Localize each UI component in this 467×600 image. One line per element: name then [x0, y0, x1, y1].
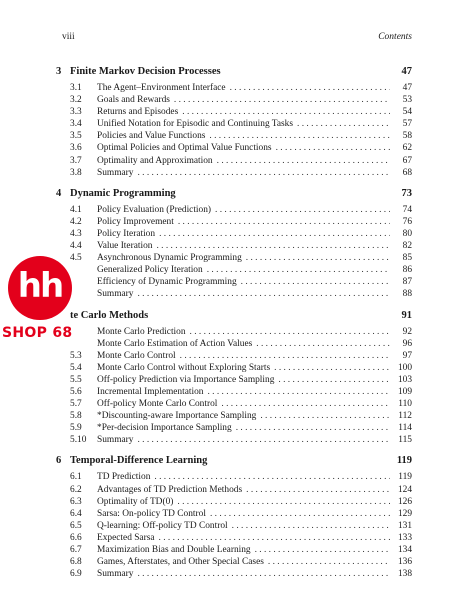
section-number: 3.7 [70, 155, 82, 166]
chapter-number: 4 [56, 187, 62, 199]
section-number: 6.2 [70, 484, 82, 495]
toc-entry[interactable] [56, 240, 412, 252]
section-page: 112 [398, 411, 412, 422]
section-title: Policy Iteration [97, 228, 156, 239]
toc-entry[interactable] [56, 350, 412, 362]
section-number: 5.3 [70, 350, 82, 361]
dot-leader [232, 520, 390, 532]
section-title: Expected Sarsa [97, 532, 155, 543]
section-page: 115 [398, 435, 412, 446]
section-number: 3.6 [70, 143, 82, 154]
section-title: Goals and Rewards [97, 95, 170, 106]
table-of-contents [56, 66, 412, 589]
toc-entry[interactable] [56, 398, 412, 410]
section-title: Monte Carlo Control without Exploring Starts [97, 362, 271, 373]
dot-leader [156, 240, 390, 252]
section-title: Optimality of TD(0) [97, 496, 174, 507]
chapter-block [56, 66, 412, 179]
section-title: Summary [97, 167, 134, 178]
section-page: 80 [402, 228, 412, 239]
dot-leader [241, 276, 390, 288]
toc-entry[interactable] [56, 532, 412, 544]
section-number: 5.5 [70, 374, 82, 385]
toc-entry[interactable] [56, 410, 412, 422]
chapter-heading[interactable] [56, 188, 412, 201]
toc-entry[interactable] [56, 520, 412, 532]
section-page: 54 [402, 107, 412, 118]
toc-entry[interactable] [56, 82, 412, 94]
watermark-logo [2, 256, 80, 346]
section-page: 86 [402, 265, 412, 276]
section-page: 103 [397, 374, 412, 385]
dot-leader [137, 288, 390, 300]
section-number: 6.8 [70, 557, 82, 568]
toc-entry[interactable] [56, 471, 412, 483]
dot-leader [182, 106, 390, 118]
section-page: 133 [397, 532, 412, 543]
section-number: 6.4 [70, 508, 82, 519]
section-page: 68 [402, 167, 412, 178]
section-page: 138 [397, 569, 412, 580]
dot-leader [236, 422, 390, 434]
chapter-block [56, 455, 412, 580]
section-page: 57 [402, 119, 412, 130]
toc-entry[interactable] [56, 544, 412, 556]
section-title: Unified Notation for Episodic and Continuing Tasks [97, 119, 294, 130]
section-page: 88 [402, 289, 412, 300]
chapter-heading[interactable] [56, 310, 412, 323]
dot-leader [246, 252, 390, 264]
section-number: 3.3 [70, 107, 82, 118]
dot-leader [230, 82, 390, 94]
section-title: The Agent–Environment Interface [97, 83, 226, 93]
toc-entry[interactable] [56, 94, 412, 106]
chapter-title: Dynamic Programming [70, 187, 176, 199]
section-page: 47 [402, 83, 412, 93]
section-page: 134 [397, 545, 412, 555]
section-title: Off-policy Monte Carlo Control [97, 399, 218, 410]
toc-entry[interactable] [56, 228, 412, 240]
dot-leader [137, 434, 390, 446]
section-title: Summary [97, 569, 134, 580]
chapter-block [56, 310, 412, 447]
toc-entry[interactable] [56, 276, 412, 288]
chapter-block [56, 188, 412, 301]
section-title: Off-policy Prediction via Importance Sampling [97, 374, 275, 385]
section-page: 62 [402, 143, 412, 154]
dot-leader [137, 167, 390, 179]
dot-leader [207, 386, 390, 398]
section-number: 5.6 [70, 386, 82, 397]
dot-leader [278, 374, 390, 386]
section-page: 92 [402, 326, 412, 337]
logo-text: hh [17, 266, 63, 306]
section-title: Policies and Value Functions [97, 131, 206, 142]
toc-entry[interactable] [56, 204, 412, 216]
dot-leader [159, 532, 390, 544]
toc-entry[interactable] [56, 484, 412, 496]
section-number: 6.9 [70, 569, 82, 580]
dot-leader [276, 142, 390, 154]
chapter-heading[interactable] [56, 66, 412, 79]
dot-leader [256, 338, 390, 350]
toc-entry[interactable] [56, 288, 412, 300]
section-page: 85 [402, 253, 412, 264]
chapter-title: Temporal-Difference Learning [70, 455, 208, 467]
section-title: Monte Carlo Control [97, 350, 176, 361]
section-number: 5.10 [70, 435, 87, 446]
dot-leader [297, 118, 390, 130]
section-number: 3.5 [70, 131, 82, 142]
dot-leader [207, 264, 390, 276]
section-number: 6.7 [70, 545, 82, 555]
section-page: 82 [402, 241, 412, 252]
section-title: Asynchronous Dynamic Programming [97, 253, 242, 264]
toc-entry[interactable] [56, 568, 412, 580]
section-title: TD Prediction [97, 472, 151, 483]
toc-entry[interactable] [56, 508, 412, 520]
dot-leader [180, 350, 390, 362]
section-number: 3.1 [70, 83, 82, 93]
dot-leader [255, 544, 390, 556]
dot-leader [268, 556, 390, 568]
section-title: Monte Carlo Prediction [97, 326, 186, 337]
section-title: Efficiency of Dynamic Programming [97, 277, 237, 288]
section-title: Generalized Policy Iteration [97, 265, 203, 276]
toc-entry[interactable] [56, 362, 412, 374]
section-title: Q-learning: Off-policy TD Control [97, 520, 228, 531]
running-title: Contents [378, 32, 412, 42]
section-title: *Discounting-aware Importance Sampling [97, 411, 257, 422]
chapter-title: te Carlo Methods [70, 309, 149, 321]
toc-entry[interactable] [56, 216, 412, 228]
dot-leader [174, 94, 390, 106]
shop-text: SHOP 68 [2, 325, 73, 341]
section-page: 136 [397, 557, 412, 568]
section-title: Value Iteration [97, 241, 153, 252]
toc-entry[interactable] [56, 422, 412, 434]
section-number: 5.8 [70, 411, 82, 422]
section-page: 126 [397, 496, 412, 507]
dot-leader [177, 496, 390, 508]
chapter-page: 119 [396, 455, 412, 467]
toc-entry[interactable] [56, 374, 412, 386]
section-title: Optimal Policies and Optimal Value Functions [97, 143, 272, 154]
section-number: 6.6 [70, 532, 82, 543]
toc-entry[interactable] [56, 434, 412, 446]
chapter-number: 6 [56, 455, 62, 467]
section-number: 5.4 [70, 362, 82, 373]
toc-entry[interactable] [56, 118, 412, 130]
section-number: 3.4 [70, 119, 82, 130]
section-title: Returns and Episodes [97, 107, 179, 118]
toc-entry[interactable] [56, 155, 412, 167]
section-title: Optimality and Approximation [97, 155, 213, 166]
section-title: Maximization Bias and Double Learning [97, 545, 251, 555]
section-number: 4.2 [70, 216, 82, 227]
hh-logo-icon [8, 256, 72, 320]
section-title: Advantages of TD Prediction Methods [97, 484, 243, 495]
toc-entry[interactable] [56, 326, 412, 338]
page-number: viii [62, 32, 75, 42]
chapter-number: 3 [56, 66, 62, 77]
section-title: Policy Evaluation (Prediction) [97, 204, 212, 215]
dot-leader [159, 228, 390, 240]
dot-leader [274, 362, 390, 374]
section-page: 114 [398, 423, 412, 434]
toc-entry[interactable] [56, 142, 412, 154]
section-page: 97 [402, 350, 412, 361]
section-number: 4.4 [70, 241, 82, 252]
dot-leader [137, 568, 390, 580]
section-number: 6.3 [70, 496, 82, 507]
section-page: 131 [397, 520, 412, 531]
toc-entry[interactable] [56, 386, 412, 398]
toc-entry[interactable] [56, 338, 412, 350]
section-page: 124 [397, 484, 412, 495]
dot-leader [221, 398, 390, 410]
section-page: 76 [402, 216, 412, 227]
section-title: Summary [97, 289, 134, 300]
section-number: 6.1 [70, 472, 82, 483]
toc-entry[interactable] [56, 556, 412, 568]
section-number: 6.5 [70, 520, 82, 531]
dot-leader [154, 471, 390, 483]
section-number: 3.8 [70, 167, 82, 178]
section-title: *Per-decision Importance Sampling [97, 423, 232, 434]
section-number: 3.2 [70, 95, 82, 106]
dot-leader [178, 216, 390, 228]
chapter-heading[interactable] [56, 455, 412, 468]
section-number: 5.7 [70, 399, 82, 410]
section-page: 129 [397, 508, 412, 519]
toc-entry[interactable] [56, 106, 412, 118]
section-title: Summary [97, 435, 134, 446]
chapter-page: 91 [401, 309, 412, 321]
dot-leader [260, 410, 390, 422]
section-page: 100 [397, 362, 412, 373]
section-page: 74 [402, 204, 412, 215]
dot-leader [209, 130, 390, 142]
toc-entry[interactable] [56, 252, 412, 264]
section-page: 67 [402, 155, 412, 166]
section-number: 4.5 [70, 253, 82, 264]
section-page: 110 [398, 399, 412, 410]
dot-leader [190, 326, 390, 338]
dot-leader [215, 204, 390, 216]
page-header [62, 32, 412, 48]
section-page: 53 [402, 95, 412, 106]
toc-entry[interactable] [56, 264, 412, 276]
section-page: 119 [398, 472, 412, 483]
section-page: 87 [402, 277, 412, 288]
section-page: 58 [402, 131, 412, 142]
chapter-title: Finite Markov Decision Processes [70, 66, 221, 77]
chapter-page: 73 [401, 187, 412, 199]
section-page: 96 [402, 338, 412, 349]
chapter-page: 47 [401, 66, 412, 77]
section-number: 4.3 [70, 228, 82, 239]
section-page: 109 [397, 386, 412, 397]
section-number: 4.1 [70, 204, 82, 215]
toc-entry[interactable] [56, 167, 412, 179]
section-title: Incremental Implementation [97, 386, 204, 397]
section-title: Policy Improvement [97, 216, 174, 227]
dot-leader [217, 155, 390, 167]
toc-entry[interactable] [56, 130, 412, 142]
section-title: Games, Afterstates, and Other Special Cases [97, 557, 264, 568]
section-title: Sarsa: On-policy TD Control [97, 508, 206, 519]
dot-leader [246, 484, 390, 496]
dot-leader [210, 508, 390, 520]
section-title: Monte Carlo Estimation of Action Values [97, 338, 253, 349]
toc-entry[interactable] [56, 496, 412, 508]
section-number: 5.9 [70, 423, 82, 434]
